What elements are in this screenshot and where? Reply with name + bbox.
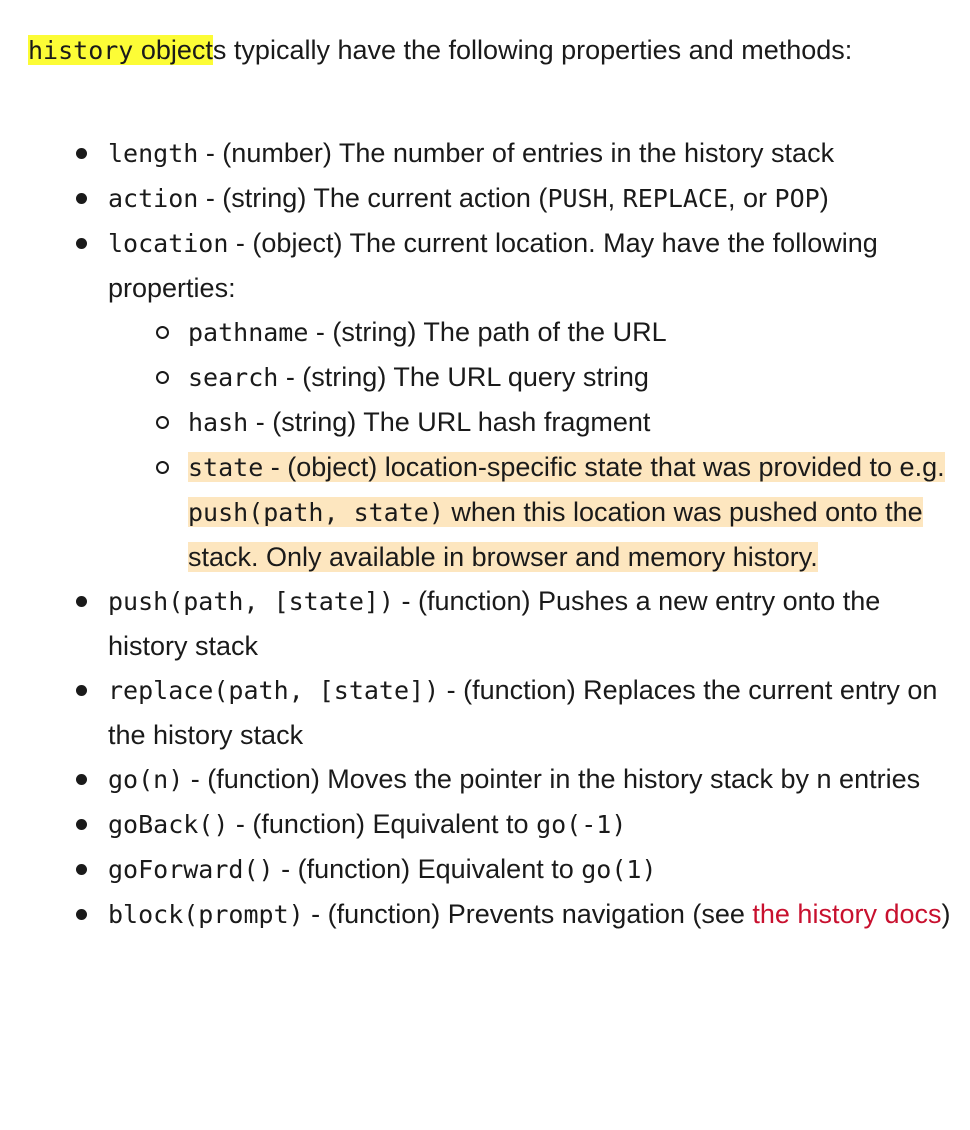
sub-item-pathname: pathname - (string) The path of the URL [108, 310, 958, 355]
list-item-go: go(n) - (function) Moves the pointer in the history stack by n entries [28, 757, 958, 802]
sub-item-search: search - (string) The URL query string [108, 355, 958, 400]
selection-highlight: state - (object) location-specific state that was provided to e.g. push(path, state) when this location was pushed onto the stack. Only available in browser and memory history. [188, 452, 945, 572]
list-item-location: location - (object) The current location. May have the following properties: pathname - (string) The path of the URL search - (string) The URL query string hash - (string) The URL hash fragment state - (object) location-specific state that was provided to e.g. push(path, state) when this location was pushed onto the stack. Only available in browser and memory history. [28, 221, 958, 579]
list-item-action: action - (string) The current action (PUSH, REPLACE, or POP) [28, 176, 958, 221]
list-item-goforward: goForward() - (function) Equivalent to go(1) [28, 847, 958, 892]
list-item-goback: goBack() - (function) Equivalent to go(-1) [28, 802, 958, 847]
history-code: history [28, 36, 134, 65]
properties-list [28, 131, 958, 937]
list-item-block: block(prompt) - (function) Prevents navigation (see the history docs) [28, 892, 958, 937]
history-docs-link[interactable]: the history docs [752, 899, 942, 929]
list-item-length: length - (number) The number of entries in the history stack [28, 131, 958, 176]
search-highlight: history object [28, 35, 213, 65]
sub-item-state [108, 445, 958, 579]
intro-paragraph: history objects typically have the following properties and methods: [28, 35, 853, 65]
list-item-replace: replace(path, [state]) - (function) Replaces the current entry on the history stack [28, 668, 958, 757]
list-item-push: push(path, [state]) - (function) Pushes a new entry onto the history stack [28, 579, 958, 668]
location-properties-list [108, 310, 958, 579]
sub-item-hash: hash - (string) The URL hash fragment [108, 400, 958, 445]
